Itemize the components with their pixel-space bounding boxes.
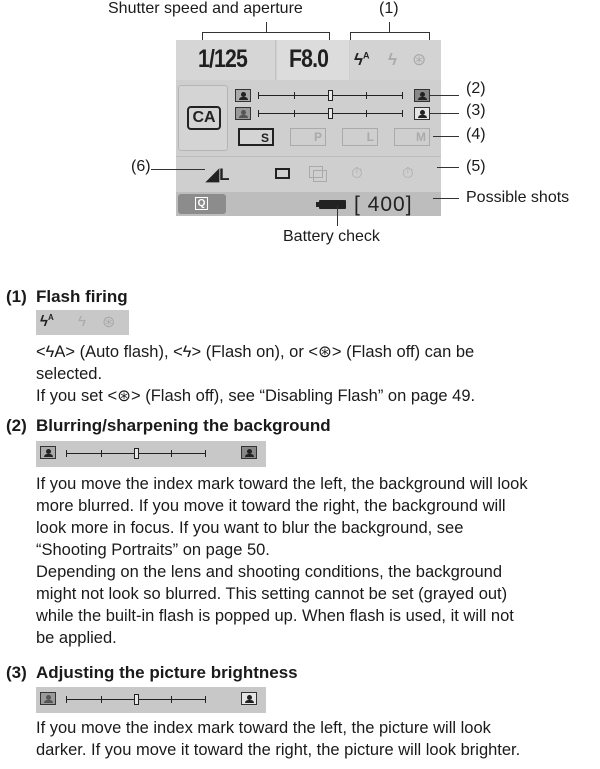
camera-screen-figure — [0, 0, 600, 250]
slider-track[interactable] — [258, 113, 403, 114]
flash-mode-strip — [36, 310, 129, 335]
brightness-strip — [36, 687, 266, 713]
section-heading-flash-firing: (1) Flash firing — [6, 287, 128, 306]
aperture-value: F8.0 — [289, 45, 329, 73]
battery-icon — [319, 200, 346, 209]
flash-mode-cell[interactable] — [350, 40, 441, 80]
sharp-background-icon — [241, 446, 257, 459]
leader-line — [266, 22, 267, 32]
shutter-speed-value: 1/125 — [198, 45, 247, 73]
background-blur-description: If you move the index mark toward the left, the background will look more blurred. If you move it toward the right, the background will look more in focus. If you want to blur the background, see “Shooting Portraits” on page 50. Depending on the lens and shooting conditions, the background might not look so blurred. This setting cannot be set (grayed out) while the built-in flash is popped up. When flash is used, it will not be applied. — [36, 475, 528, 647]
callout-4: (4) — [466, 126, 486, 143]
section-heading-background-blur: (2) Blurring/sharpening the background — [6, 416, 331, 435]
creative-auto-mode-box — [178, 85, 228, 151]
brightness-slider[interactable] — [233, 107, 428, 121]
blur-background-icon — [40, 446, 56, 459]
quick-control-screen — [176, 40, 441, 216]
possible-shots-count: [ 400] — [354, 193, 413, 216]
ambience-p[interactable]: P — [290, 128, 326, 146]
callout-3: (3) — [466, 102, 486, 119]
aperture-cell — [277, 40, 349, 80]
self-timer-continuous-icon[interactable]: ⏱ — [402, 165, 414, 182]
callout-shutter-aperture: Shutter speed and aperture — [108, 0, 303, 17]
flash-on-icon: ϟ — [78, 313, 86, 330]
brighter-icon — [414, 107, 430, 120]
callout-1: (1) — [379, 0, 399, 17]
brightness-description: If you move the index mark toward the left, the picture will look darker. If you move it toward the right, the picture will look brighter. — [36, 719, 521, 759]
ambience-m[interactable]: M — [394, 128, 430, 146]
self-timer-icon[interactable]: ⏱ — [351, 165, 363, 182]
background-blur-slider[interactable] — [233, 89, 428, 103]
callout-5: (5) — [466, 158, 486, 175]
flash-auto-icon: $ϟ^A$ — [40, 313, 54, 330]
leader-line — [202, 32, 330, 33]
index-mark — [134, 448, 139, 459]
slider-track[interactable] — [258, 95, 403, 96]
darker-icon — [40, 692, 56, 705]
sharp-background-icon — [414, 89, 430, 102]
brighter-icon — [241, 692, 257, 705]
quality-drive-row — [176, 156, 441, 192]
creative-auto-label: CA — [187, 106, 221, 130]
status-bar — [176, 192, 441, 216]
flash-off-icon[interactable]: ⊛ — [412, 50, 427, 69]
shutter-speed-cell — [176, 40, 276, 80]
background-blur-strip — [36, 441, 266, 467]
darker-icon — [235, 107, 251, 120]
callout-2: (2) — [466, 80, 486, 97]
ambience-l[interactable]: L — [342, 128, 378, 146]
index-mark[interactable] — [328, 90, 333, 101]
blur-background-icon — [235, 89, 251, 102]
callout-battery-check: Battery check — [283, 228, 380, 245]
ambience-standard[interactable]: S — [238, 128, 274, 146]
callout-possible-shots: Possible shots — [466, 189, 570, 206]
flash-on-icon[interactable]: ϟ — [388, 50, 397, 69]
callout-6: (6) — [131, 158, 151, 175]
leader-line — [389, 22, 390, 32]
flash-off-icon: ⊛ — [102, 314, 116, 331]
flash-auto-icon[interactable]: $ϟ^A$ — [354, 50, 370, 69]
flash-firing-description: <ϟA> (Auto flash), <ϟ> (Flash on), or <⊛> (Flash off) can be selected. If you set <⊛> (Flash off), see “Disabling Flash” on page 49. — [36, 343, 476, 405]
single-shooting-icon[interactable] — [275, 168, 290, 179]
leader-line — [350, 32, 430, 33]
image-quality-icon[interactable]: ◢L — [206, 165, 230, 184]
index-mark[interactable] — [328, 108, 333, 119]
section-heading-brightness: (3) Adjusting the picture brightness — [6, 663, 298, 682]
index-mark — [134, 694, 139, 705]
quick-control-button[interactable]: Q — [178, 194, 226, 214]
